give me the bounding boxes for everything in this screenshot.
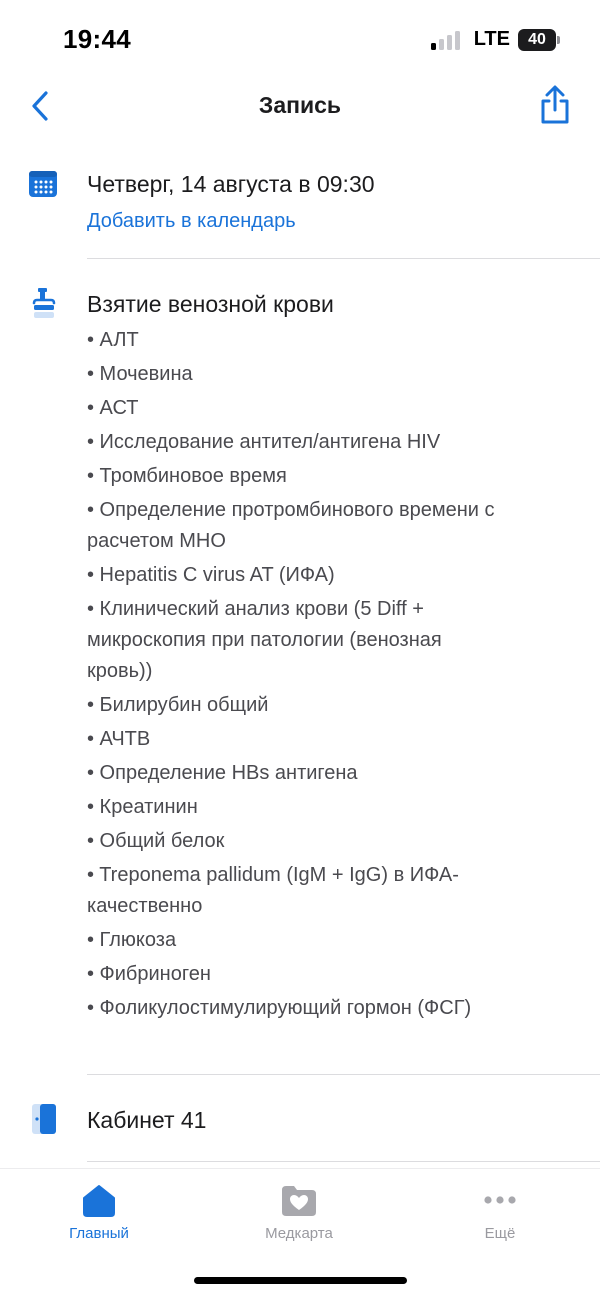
procedure-section: [0, 285, 600, 1075]
list-item: • АСТ: [87, 397, 139, 419]
add-to-calendar-link[interactable]: Добавить в календарь: [87, 210, 296, 232]
list-item: • Мочевина: [87, 363, 193, 385]
room-title: Кабинет 41: [87, 1107, 207, 1133]
appointment-datetime: Четверг, 14 августа в 09:30: [87, 171, 375, 197]
share-button[interactable]: [538, 84, 572, 126]
tab-label: Ещё: [484, 1225, 516, 1242]
tab-home[interactable]: [29, 1183, 169, 1242]
list-item: • Определение протромбинового времени с расчетом МНО: [87, 499, 495, 552]
home-icon: [81, 1183, 117, 1217]
network-type: LTE: [473, 28, 510, 50]
test-tube-icon: [31, 287, 57, 326]
home-indicator: [194, 1277, 407, 1284]
tab-label: Главный: [69, 1225, 129, 1242]
list-item: • Общий белок: [87, 830, 225, 852]
list-item: • АЛТ: [87, 329, 139, 351]
divider: [87, 1074, 600, 1075]
list-item: • Креатинин: [87, 796, 198, 818]
battery-level: 40: [518, 29, 556, 51]
list-item: • Билирубин общий: [87, 694, 269, 716]
tab-label: Медкарта: [265, 1225, 333, 1242]
door-icon: [31, 1103, 57, 1140]
list-item: • Определение HBs антигена: [87, 762, 358, 784]
list-item: • Treponema pallidum (IgM + IgG) в ИФА-качественно: [87, 864, 459, 917]
divider: [87, 258, 600, 259]
more-icon: [480, 1183, 520, 1217]
tab-more[interactable]: [430, 1183, 570, 1242]
appointment-date-section: [0, 166, 600, 260]
list-item: • АЧТВ: [87, 728, 151, 750]
list-item: • Фибриноген: [87, 963, 211, 985]
tab-medcard[interactable]: [229, 1183, 369, 1242]
test-list: [87, 325, 580, 1024]
medcard-icon: [280, 1183, 318, 1217]
battery-icon: [518, 29, 560, 51]
status-time: 19:44: [63, 24, 131, 54]
list-item: • Hepatitis C virus AT (ИФА): [87, 564, 335, 586]
list-item: • Тромбиновое время: [87, 465, 287, 487]
divider: [87, 1161, 600, 1162]
list-item: • Фоликулостимулирующий гормон (ФСГ): [87, 997, 472, 1019]
nav-bar: [0, 80, 600, 132]
status-indicators: [431, 28, 560, 51]
procedure-title: Взятие венозной крови: [87, 291, 334, 317]
list-item: • Клинический анализ крови (5 Diff + микроскопия при патологии (венозная кровь)): [87, 598, 442, 682]
status-bar: [0, 0, 600, 80]
page-title: Запись: [258, 92, 342, 118]
room-section: [0, 1100, 600, 1160]
signal-icon: [431, 30, 460, 50]
share-icon: [538, 84, 572, 126]
list-item: • Исследование антител/антигена HIV: [87, 431, 441, 453]
calendar-icon: [28, 169, 58, 204]
list-item: • Глюкоза: [87, 929, 177, 951]
